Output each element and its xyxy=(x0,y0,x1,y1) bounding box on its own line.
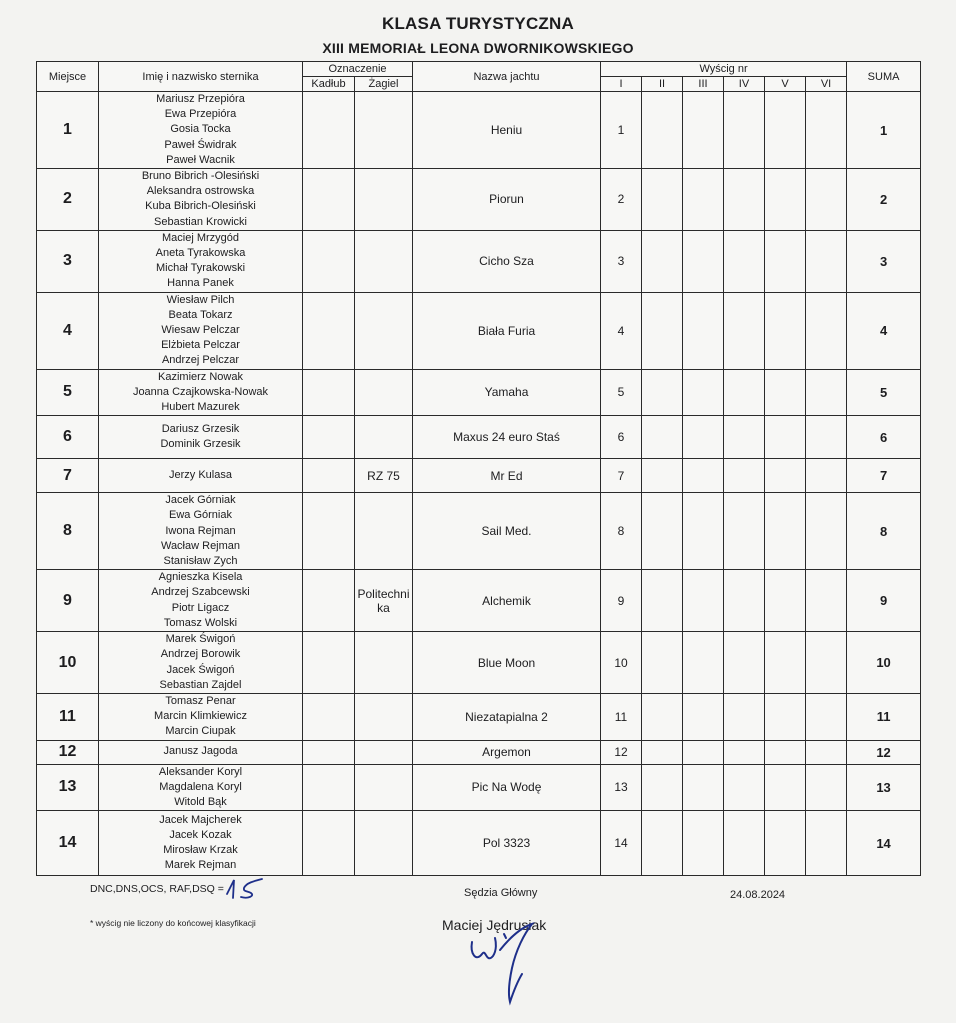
results-table xyxy=(36,61,921,876)
sail-cell xyxy=(355,92,413,169)
sum-cell: 7 xyxy=(847,459,921,493)
sum-cell: 2 xyxy=(847,169,921,231)
race-result-cell xyxy=(642,369,683,416)
table-row xyxy=(37,230,921,292)
sail-cell xyxy=(355,764,413,811)
table-row xyxy=(37,693,921,740)
crew-cell xyxy=(99,764,303,811)
race-result-cell xyxy=(724,764,765,811)
crew-member: Elżbieta Pelczar xyxy=(161,339,240,352)
sail-cell xyxy=(355,493,413,570)
sail-cell xyxy=(355,230,413,292)
sail-cell xyxy=(355,169,413,231)
race-result-cell xyxy=(683,369,724,416)
sail-cell xyxy=(355,632,413,694)
place-cell: 12 xyxy=(37,740,99,764)
race-result-cell: 8 xyxy=(601,493,642,570)
crew-member: Wiesaw Pelczar xyxy=(161,324,240,337)
hull-cell xyxy=(303,570,355,632)
race-result-cell xyxy=(724,230,765,292)
race-result-cell xyxy=(806,169,847,231)
crew-member: Paweł Świdrak xyxy=(164,138,237,151)
place-cell: 2 xyxy=(37,169,99,231)
race-result-cell: 1 xyxy=(601,92,642,169)
race-result-cell xyxy=(765,292,806,369)
sum-cell: 3 xyxy=(847,230,921,292)
sum-cell: 9 xyxy=(847,570,921,632)
yacht-name-cell: Pic Na Wodę xyxy=(413,764,601,811)
yacht-name-cell: Piorun xyxy=(413,169,601,231)
race-result-cell xyxy=(642,92,683,169)
yacht-name-cell: Blue Moon xyxy=(413,632,601,694)
crew-member: Marcin Klimkiewicz xyxy=(154,710,247,723)
place-cell: 7 xyxy=(37,459,99,493)
race-result-cell xyxy=(683,740,724,764)
race-result-cell xyxy=(765,693,806,740)
table-row xyxy=(37,292,921,369)
place-cell: 6 xyxy=(37,416,99,459)
race-result-cell: 7 xyxy=(601,459,642,493)
race-result-cell xyxy=(806,632,847,694)
race-result-cell xyxy=(683,459,724,493)
sum-cell: 4 xyxy=(847,292,921,369)
header-race-number: II xyxy=(642,77,683,92)
crew-member: Witold Bąk xyxy=(174,795,227,808)
race-result-cell xyxy=(683,693,724,740)
race-result-cell xyxy=(683,632,724,694)
crew-member: Marcin Ciupak xyxy=(165,725,236,738)
race-result-cell xyxy=(683,811,724,876)
race-result-cell: 12 xyxy=(601,740,642,764)
hull-cell xyxy=(303,632,355,694)
race-result-cell xyxy=(642,632,683,694)
race-result-cell xyxy=(765,493,806,570)
crew-member: Jerzy Kulasa xyxy=(169,469,232,482)
table-row xyxy=(37,459,921,493)
crew-member: Marek Świgoń xyxy=(165,633,236,646)
crew-member: Hubert Mazurek xyxy=(161,401,240,414)
race-result-cell: 13 xyxy=(601,764,642,811)
crew-cell xyxy=(99,92,303,169)
crew-cell xyxy=(99,292,303,369)
yacht-name-cell: Pol 3323 xyxy=(413,811,601,876)
header-sail: Żagiel xyxy=(355,77,413,92)
race-result-cell xyxy=(683,230,724,292)
header-race: Wyścig nr xyxy=(601,62,847,77)
crew-member: Tomasz Wolski xyxy=(163,616,238,629)
race-result-cell xyxy=(683,292,724,369)
place-cell: 14 xyxy=(37,811,99,876)
race-result-cell xyxy=(765,369,806,416)
table-row xyxy=(37,632,921,694)
judge-label: Sędzia Główny xyxy=(464,887,538,899)
document-date: 24.08.2024 xyxy=(730,889,786,901)
table-row xyxy=(37,764,921,811)
sail-cell xyxy=(355,369,413,416)
hull-cell xyxy=(303,459,355,493)
header-race-number: VI xyxy=(806,77,847,92)
sail-cell xyxy=(355,416,413,459)
sum-cell: 13 xyxy=(847,764,921,811)
race-result-cell xyxy=(806,92,847,169)
crew-member: Jacek Kozak xyxy=(169,828,232,841)
header-race-number: III xyxy=(683,77,724,92)
hull-cell xyxy=(303,693,355,740)
crew-cell xyxy=(99,230,303,292)
crew-member: Paweł Wacnik xyxy=(166,153,235,166)
race-result-cell: 10 xyxy=(601,632,642,694)
hull-cell xyxy=(303,811,355,876)
race-result-cell xyxy=(765,459,806,493)
race-result-cell xyxy=(765,416,806,459)
crew-member: Andrzej Szabcewski xyxy=(151,586,250,599)
crew-cell xyxy=(99,416,303,459)
crew-cell xyxy=(99,570,303,632)
sail-text: RZ 75 xyxy=(367,468,400,483)
hull-cell xyxy=(303,764,355,811)
yacht-name-cell: Biała Furia xyxy=(413,292,601,369)
race-result-cell xyxy=(683,416,724,459)
race-result-cell: 9 xyxy=(601,570,642,632)
crew-member: Sebastian Zajdel xyxy=(159,678,242,691)
race-result-cell xyxy=(765,230,806,292)
race-result-cell xyxy=(642,740,683,764)
race-result-cell xyxy=(683,493,724,570)
race-result-cell xyxy=(724,92,765,169)
handwritten-penalty-value xyxy=(224,876,268,900)
race-result-cell xyxy=(806,369,847,416)
race-result-cell xyxy=(724,459,765,493)
race-result-cell xyxy=(724,693,765,740)
header-crew: Imię i nazwisko sternika xyxy=(99,62,303,92)
crew-member: Beata Tokarz xyxy=(168,308,233,321)
sail-cell xyxy=(355,292,413,369)
sum-cell: 8 xyxy=(847,493,921,570)
table-row xyxy=(37,570,921,632)
crew-member: Piotr Ligacz xyxy=(171,601,230,614)
race-result-cell xyxy=(765,764,806,811)
header-hull: Kadłub xyxy=(303,77,355,92)
crew-member: Bruno Bibrich -Olesiński xyxy=(141,170,260,183)
race-result-cell xyxy=(724,416,765,459)
crew-cell xyxy=(99,740,303,764)
crew-cell xyxy=(99,459,303,493)
crew-member: Jacek Świgoń xyxy=(166,663,235,676)
sail-text: ka xyxy=(377,600,390,615)
race-result-cell xyxy=(642,416,683,459)
crew-cell xyxy=(99,632,303,694)
crew-member: Joanna Czajkowska-Nowak xyxy=(132,385,269,398)
sail-cell xyxy=(355,740,413,764)
yacht-name-cell: Maxus 24 euro Staś xyxy=(413,416,601,459)
race-result-cell xyxy=(765,811,806,876)
race-result-cell xyxy=(724,740,765,764)
crew-member: Michał Tyrakowski xyxy=(155,262,246,275)
place-cell: 1 xyxy=(37,92,99,169)
crew-cell xyxy=(99,369,303,416)
hull-cell xyxy=(303,92,355,169)
sum-cell: 12 xyxy=(847,740,921,764)
yacht-name-cell: Argemon xyxy=(413,740,601,764)
header-sum: SUMA xyxy=(847,62,921,92)
crew-member: Jacek Górniak xyxy=(165,494,236,507)
crew-member: Stanisław Zych xyxy=(163,555,238,568)
race-result-cell xyxy=(806,292,847,369)
race-result-cell: 2 xyxy=(601,169,642,231)
race-result-cell: 5 xyxy=(601,369,642,416)
race-result-cell xyxy=(724,169,765,231)
race-result-cell xyxy=(724,570,765,632)
header-race-number: V xyxy=(765,77,806,92)
crew-cell xyxy=(99,493,303,570)
crew-member: Andrzej Borowik xyxy=(160,648,241,661)
race-result-cell xyxy=(806,740,847,764)
sum-cell: 14 xyxy=(847,811,921,876)
judge-name: Maciej Jędrusiak xyxy=(442,917,547,933)
sum-cell: 10 xyxy=(847,632,921,694)
race-result-cell xyxy=(642,292,683,369)
judge-signature xyxy=(466,920,556,1006)
race-result-cell xyxy=(806,459,847,493)
yacht-name-cell: Yamaha xyxy=(413,369,601,416)
race-result-cell xyxy=(724,292,765,369)
crew-member: Sebastian Krowicki xyxy=(154,215,247,228)
race-result-cell xyxy=(724,369,765,416)
table-row xyxy=(37,493,921,570)
race-result-cell xyxy=(765,632,806,694)
sum-cell: 5 xyxy=(847,369,921,416)
crew-member: Ewa Przepióra xyxy=(164,108,237,121)
race-result-cell xyxy=(642,811,683,876)
crew-member: Wacław Rejman xyxy=(160,539,241,552)
race-result-cell xyxy=(806,493,847,570)
race-result-cell xyxy=(724,493,765,570)
race-result-cell xyxy=(806,416,847,459)
yacht-name-cell: Mr Ed xyxy=(413,459,601,493)
document-subtitle: XIII MEMORIAŁ LEONA DWORNIKOWSKIEGO xyxy=(322,40,634,56)
crew-member: Mirosław Krzak xyxy=(163,844,238,857)
race-result-cell xyxy=(683,169,724,231)
crew-member: Agnieszka Kisela xyxy=(158,571,243,584)
crew-cell xyxy=(99,811,303,876)
race-result-cell: 11 xyxy=(601,693,642,740)
crew-member: Aleksander Koryl xyxy=(158,765,243,778)
race-result-cell xyxy=(806,570,847,632)
crew-member: Aneta Tyrakowska xyxy=(155,247,246,260)
header-marking: Oznaczenie xyxy=(303,62,413,77)
race-result-cell: 3 xyxy=(601,230,642,292)
table-row xyxy=(37,416,921,459)
crew-member: Kazimierz Nowak xyxy=(158,370,243,383)
race-result-cell xyxy=(806,693,847,740)
race-result-cell xyxy=(724,811,765,876)
yacht-name-cell: Sail Med. xyxy=(413,493,601,570)
crew-member: Mariusz Przepióra xyxy=(156,93,245,105)
hull-cell xyxy=(303,230,355,292)
sum-cell: 11 xyxy=(847,693,921,740)
crew-member: Magdalena Koryl xyxy=(159,780,242,793)
race-result-cell xyxy=(642,764,683,811)
crew-cell xyxy=(99,169,303,231)
hull-cell xyxy=(303,493,355,570)
place-cell: 13 xyxy=(37,764,99,811)
crew-member: Wiesław Pilch xyxy=(166,293,235,306)
race-result-cell: 4 xyxy=(601,292,642,369)
sail-cell xyxy=(355,811,413,876)
race-result-cell: 6 xyxy=(601,416,642,459)
place-cell: 3 xyxy=(37,230,99,292)
race-result-cell xyxy=(683,764,724,811)
place-cell: 8 xyxy=(37,493,99,570)
place-cell: 5 xyxy=(37,369,99,416)
race-result-cell xyxy=(642,459,683,493)
header-race-number: IV xyxy=(724,77,765,92)
crew-cell xyxy=(99,693,303,740)
header-race-number: I xyxy=(601,77,642,92)
table-row xyxy=(37,740,921,764)
crew-member: Marek Rejman xyxy=(164,859,237,872)
place-cell: 10 xyxy=(37,632,99,694)
crew-member: Ewa Górniak xyxy=(169,509,232,522)
crew-member: Aleksandra ostrowska xyxy=(146,185,255,198)
crew-member: Andrzej Pelczar xyxy=(161,354,240,367)
place-cell: 9 xyxy=(37,570,99,632)
hull-cell xyxy=(303,740,355,764)
race-result-cell xyxy=(642,570,683,632)
yacht-name-cell: Niezatapialna 2 xyxy=(413,693,601,740)
crew-member: Hanna Panek xyxy=(167,277,234,290)
crew-member: Janusz Jagoda xyxy=(163,745,238,758)
sum-cell: 1 xyxy=(847,92,921,169)
hull-cell xyxy=(303,369,355,416)
hull-cell xyxy=(303,169,355,231)
header-place: Miejsce xyxy=(37,62,99,92)
race-result-cell xyxy=(765,740,806,764)
race-result-cell xyxy=(806,230,847,292)
crew-member: Gosia Tocka xyxy=(170,123,231,136)
race-result-cell xyxy=(683,92,724,169)
table-row xyxy=(37,811,921,876)
document-title: KLASA TURYSTYCZNA xyxy=(382,14,574,33)
place-cell: 11 xyxy=(37,693,99,740)
table-row xyxy=(37,169,921,231)
race-result-cell xyxy=(765,92,806,169)
sum-cell: 6 xyxy=(847,416,921,459)
place-cell: 4 xyxy=(37,292,99,369)
race-result-cell xyxy=(642,493,683,570)
race-result-cell xyxy=(642,169,683,231)
yacht-name-cell: Alchemik xyxy=(413,570,601,632)
crew-member: Jacek Majcherek xyxy=(159,813,242,826)
crew-member: Kuba Bibrich-Olesiński xyxy=(145,200,256,213)
yacht-name-cell: Heniu xyxy=(413,92,601,169)
crew-member: Maciej Mrzygód xyxy=(161,231,240,244)
race-result-cell: 14 xyxy=(601,811,642,876)
footnote: * wyścig nie liczony do końcowej klasyfikacji xyxy=(90,918,256,928)
table-row xyxy=(37,369,921,416)
crew-member: Iwona Rejman xyxy=(165,524,236,537)
sail-cell xyxy=(355,570,413,632)
race-result-cell xyxy=(642,693,683,740)
header-yacht: Nazwa jachtu xyxy=(413,62,601,92)
sail-cell xyxy=(355,693,413,740)
crew-member: Tomasz Penar xyxy=(165,694,236,707)
hull-cell xyxy=(303,292,355,369)
race-result-cell xyxy=(642,230,683,292)
race-result-cell xyxy=(806,811,847,876)
yacht-name-cell: Cicho Sza xyxy=(413,230,601,292)
status-legend: DNC,DNS,OCS, RAF,DSQ = xyxy=(90,883,224,895)
race-result-cell xyxy=(765,169,806,231)
race-result-cell xyxy=(765,570,806,632)
table-row xyxy=(37,92,921,169)
sail-text: Politechni xyxy=(357,586,410,601)
race-result-cell xyxy=(683,570,724,632)
race-result-cell xyxy=(724,632,765,694)
crew-member: Dominik Grzesik xyxy=(160,438,241,451)
race-result-cell xyxy=(806,764,847,811)
crew-member: Dariusz Grzesik xyxy=(161,423,240,436)
hull-cell xyxy=(303,416,355,459)
sail-cell xyxy=(355,459,413,493)
